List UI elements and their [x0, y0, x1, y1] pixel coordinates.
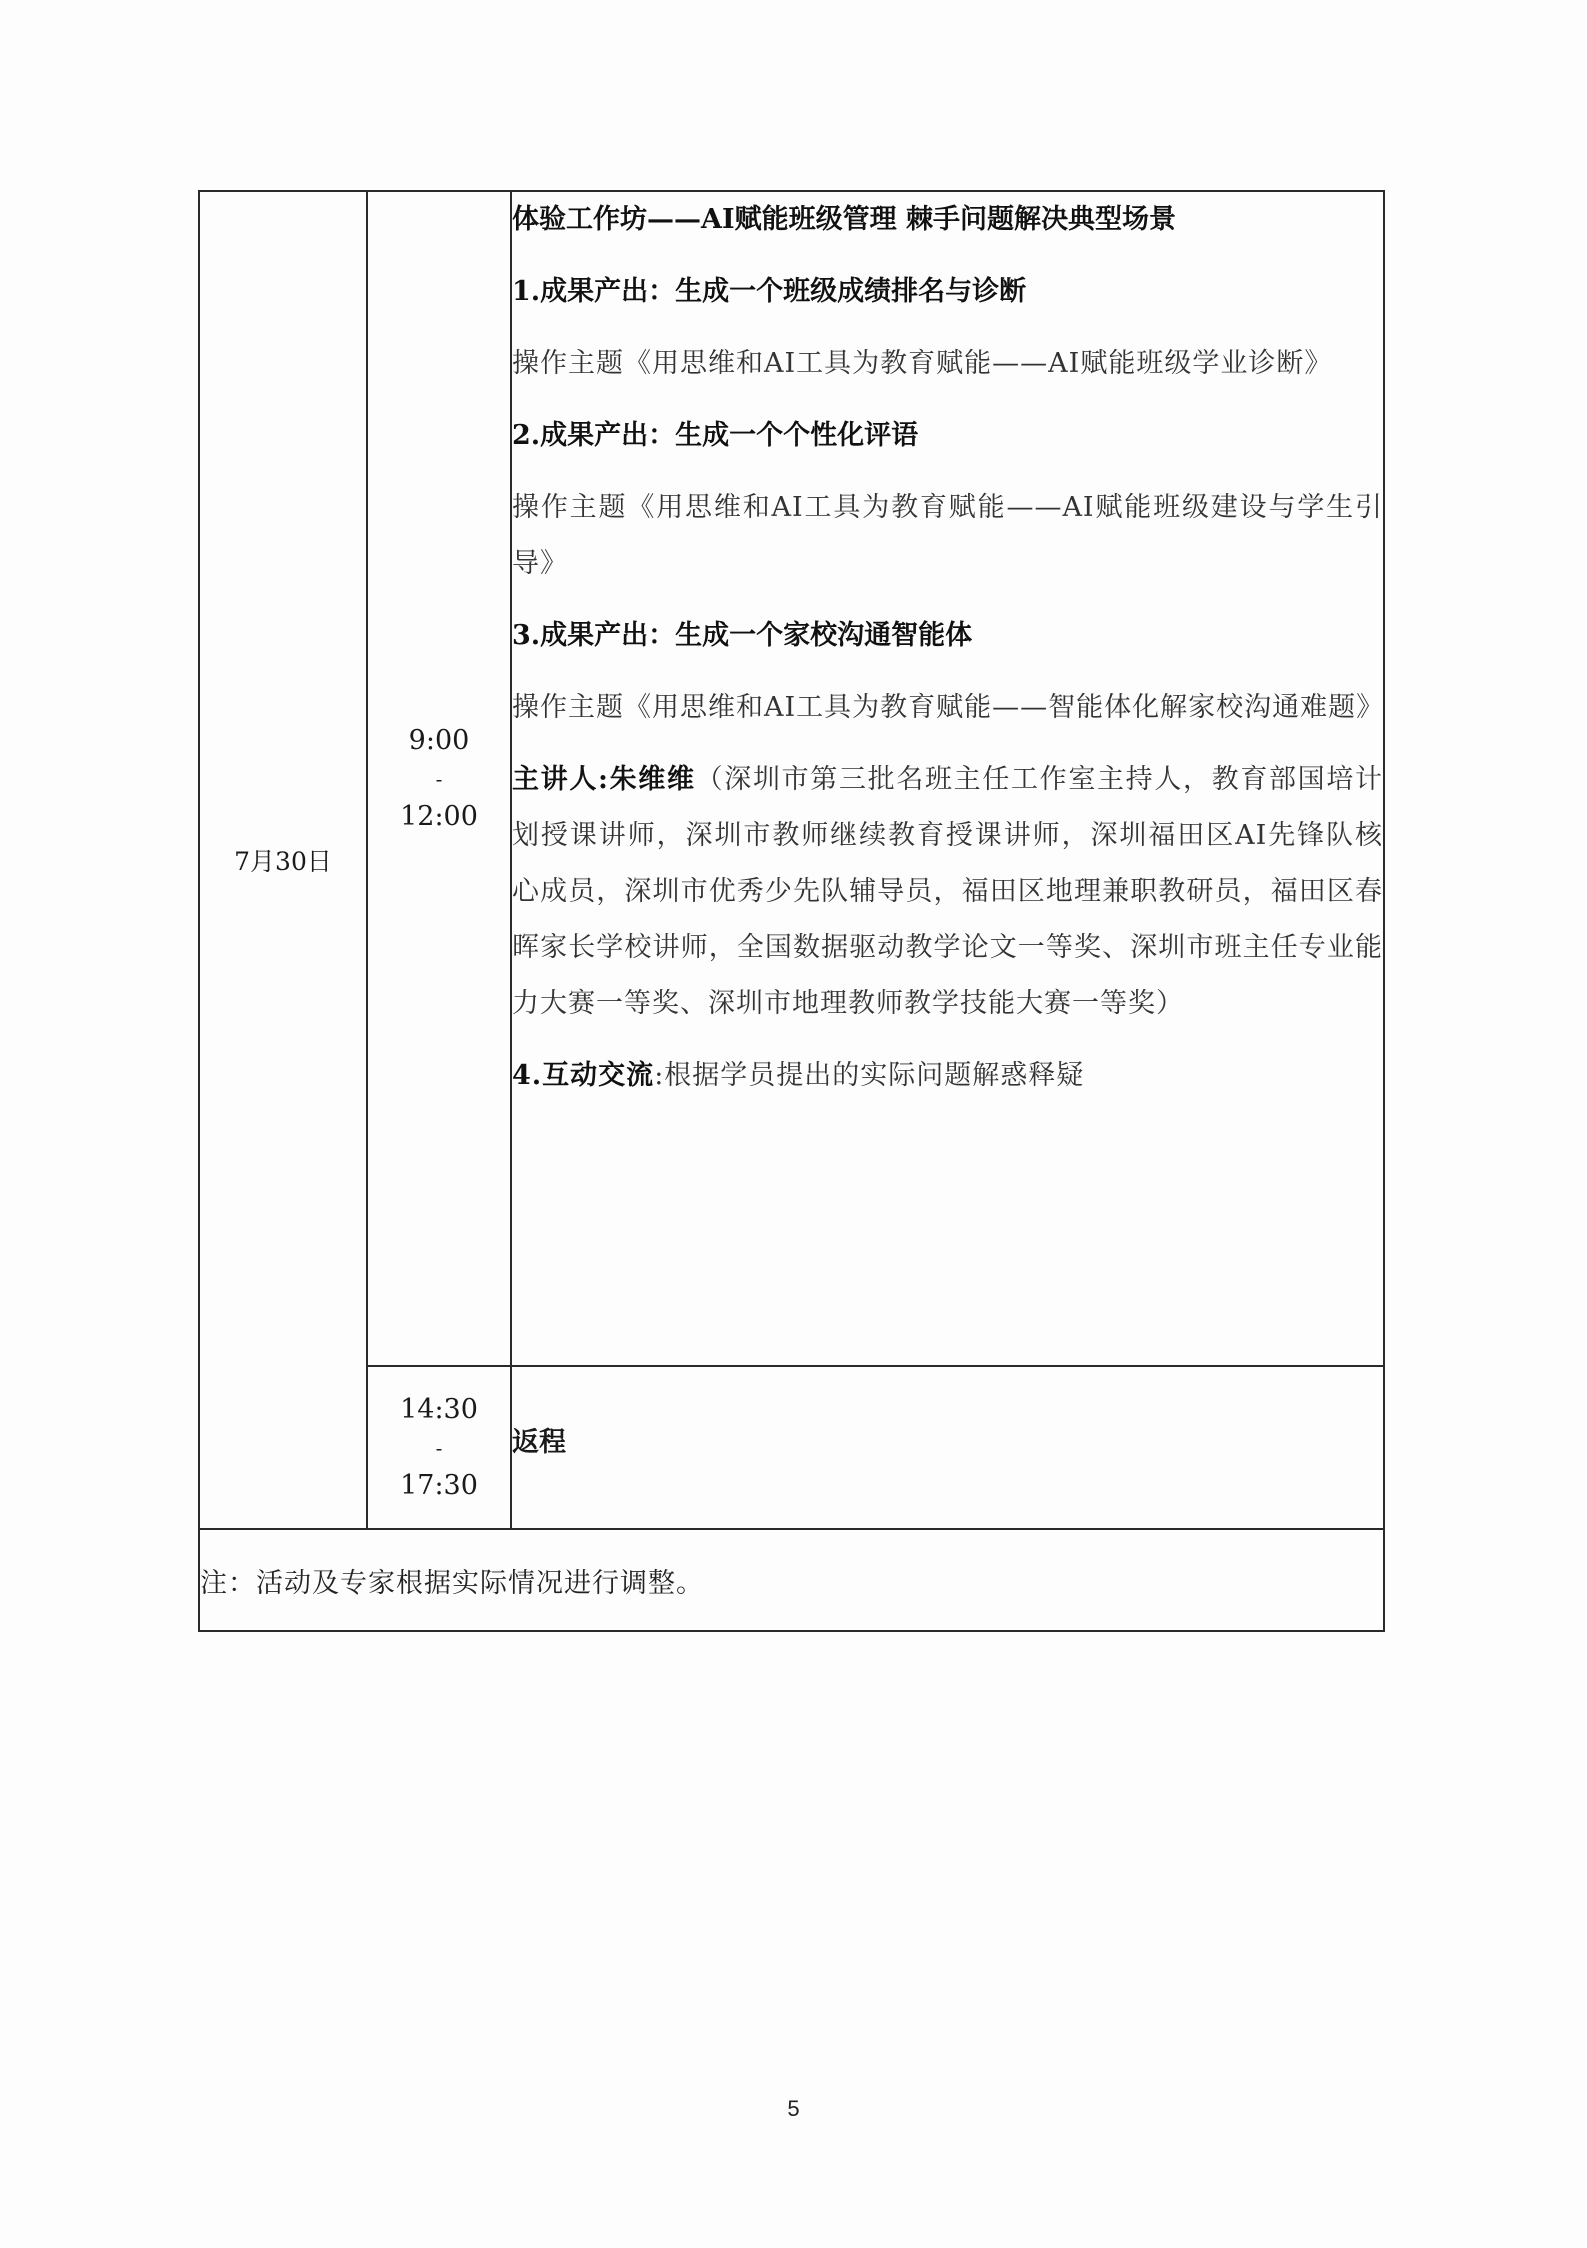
content-cell-afternoon	[511, 1366, 1384, 1529]
item-detail-3: 操作主题《用思维和AI工具为教育赋能——智能体化解家校沟通难题》	[512, 692, 1385, 723]
speaker-paragraph	[512, 752, 1383, 1032]
time-start: 14:30	[400, 1393, 478, 1425]
table-row	[199, 1366, 1384, 1529]
date-cell	[199, 191, 367, 1529]
item-detail-1: 操作主题《用思维和AI工具为教育赋能——AI赋能班级学业诊断》	[512, 348, 1333, 379]
session-title: 体验工作坊——AI赋能班级管理 棘手问题解决典型场景	[512, 204, 1176, 235]
note-cell	[199, 1529, 1384, 1631]
time-end: 17:30	[400, 1469, 478, 1501]
interaction-text: :根据学员提出的实际问题解惑释疑	[654, 1060, 1085, 1091]
interaction-paragraph	[512, 1048, 1383, 1104]
item-heading-2: 2.成果产出：生成一个个性化评语	[512, 420, 919, 451]
schedule-table	[198, 190, 1385, 1632]
time-cell-morning	[367, 191, 511, 1366]
interaction-label: 4.互动交流	[512, 1060, 655, 1091]
time-separator: -	[435, 766, 443, 791]
item-heading-1: 1.成果产出：生成一个班级成绩排名与诊断	[512, 276, 1027, 307]
note-text: 注：活动及专家根据实际情况进行调整。	[200, 1567, 704, 1599]
time-separator: -	[435, 1435, 443, 1460]
page-number: 5	[787, 2096, 800, 2121]
speaker-bio: （深圳市第三批名班主任工作室主持人，教育部国培计划授课讲师，深圳市教师继续教育授课讲师，深圳福田区AI先锋队核心成员，深圳市优秀少先队辅导员，福田区地理兼职教研员，福田区春晖家长学校讲师，全国数据驱动教学论文一等奖、深圳市班主任专业能力大赛一等奖、深圳市地理教师教学技能大赛一等奖）	[512, 764, 1383, 1019]
time-end: 12:00	[400, 800, 478, 832]
item-detail-2: 操作主题《用思维和AI工具为教育赋能——AI赋能班级建设与学生引导》	[512, 492, 1383, 579]
speaker-label: 主讲人:朱维维	[512, 764, 696, 795]
return-text: 返程	[512, 1427, 566, 1458]
table-row	[199, 1529, 1384, 1631]
time-cell-afternoon	[367, 1366, 511, 1529]
time-start: 9:00	[408, 724, 470, 756]
table-row	[199, 191, 1384, 1366]
item-heading-3: 3.成果产出：生成一个家校沟通智能体	[512, 620, 973, 651]
date-text: 7月30日	[234, 847, 332, 876]
content-cell-morning	[511, 191, 1384, 1366]
